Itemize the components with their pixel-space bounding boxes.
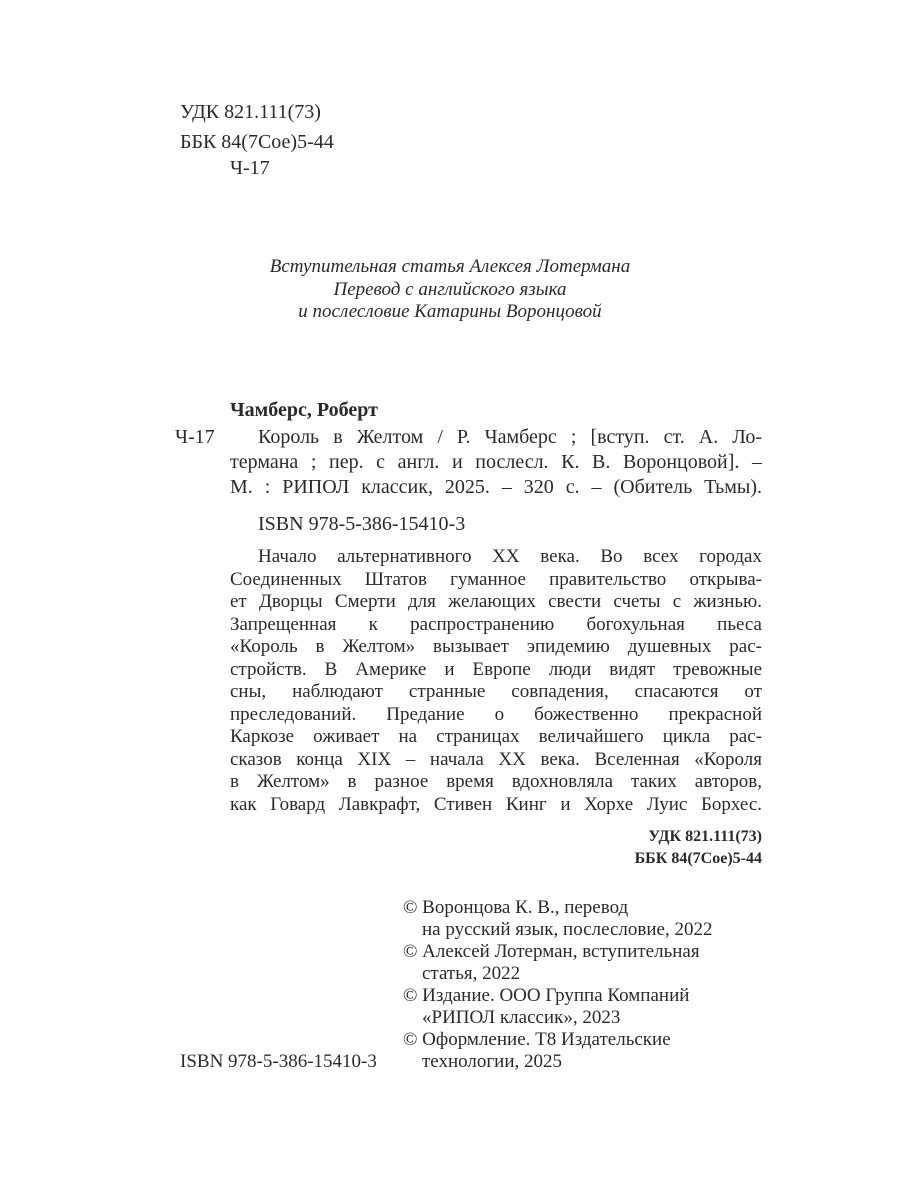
copyright-line: © Воронцова К. В., перевод xyxy=(403,897,629,918)
credit-line: и послесловие Катарины Воронцовой xyxy=(298,301,602,322)
entry-line: термана ; пер. с англ. и послесл. К. В. Воронцовой]. – xyxy=(230,451,762,473)
copyright-line: © Оформление. Т8 Издательские xyxy=(403,1029,671,1050)
annotation-line: как Говард Лавкрафт, Стивен Кинг и Хорхе Луис Борхес. xyxy=(230,794,762,815)
copyright-line: статья, 2022 xyxy=(422,963,521,984)
annotation-line: сказов конца XIX – начала XX века. Вселенная «Короля xyxy=(230,749,762,770)
udk-header: УДК 821.111(73) xyxy=(180,101,321,123)
annotation-line: преследований. Предание о божественно прекрасной xyxy=(230,704,762,725)
annotation-line: Начало альтернативного XX века. Во всех городах xyxy=(258,546,762,567)
udk-footer: УДК 821.111(73) xyxy=(648,828,762,845)
copyright-line: © Издание. ООО Группа Компаний xyxy=(403,985,690,1006)
credit-line: Перевод с английского языка xyxy=(333,279,567,300)
copyright-line: «РИПОЛ классик», 2023 xyxy=(422,1007,621,1028)
bbk-footer: ББК 84(7Сое)5-44 xyxy=(634,850,762,867)
copyright-line: на русский язык, послесловие, 2022 xyxy=(422,919,713,940)
copyright-line: технологии, 2025 xyxy=(422,1051,563,1072)
copyright-line: © Алексей Лотерман, вступительная xyxy=(403,941,700,962)
entry-author-mark: Ч-17 xyxy=(175,426,215,448)
annotation-line: ет Дворцы Смерти для желающих свести счеты с жизнью. xyxy=(230,591,762,612)
annotation-line: стройств. В Америке и Европе люди видят тревожные xyxy=(230,659,762,680)
annotation-line: сны, наблюдают странные совпадения, спасаются от xyxy=(230,681,762,702)
entry-line: М. : РИПОЛ классик, 2025. – 320 с. – (Обитель Тьмы). xyxy=(230,476,762,498)
annotation-line: в Желтом» в разное время вдохновляла таких авторов, xyxy=(230,771,762,792)
annotation-line: Каркозе оживает на страницах величайшего цикла рас- xyxy=(230,726,762,747)
entry-line: Король в Желтом / Р. Чамберс ; [вступ. ст. А. Ло- xyxy=(258,426,762,448)
footer-isbn: ISBN 978-5-386-15410-3 xyxy=(180,1051,377,1072)
annotation-line: Запрещенная к распространению богохульная пьеса xyxy=(230,614,762,635)
credit-line: Вступительная статья Алексея Лотермана xyxy=(269,256,631,277)
annotation-line: Соединенных Штатов гуманное правительство открыва- xyxy=(230,569,762,590)
bbk-header: ББК 84(7Сое)5-44 xyxy=(180,131,334,153)
annotation-line: «Король в Желтом» вызывает эпидемию душевных рас- xyxy=(230,636,762,657)
entry-isbn: ISBN 978-5-386-15410-3 xyxy=(258,513,466,535)
entry-author: Чамберс, Роберт xyxy=(230,399,378,421)
author-mark-header: Ч-17 xyxy=(230,157,270,179)
